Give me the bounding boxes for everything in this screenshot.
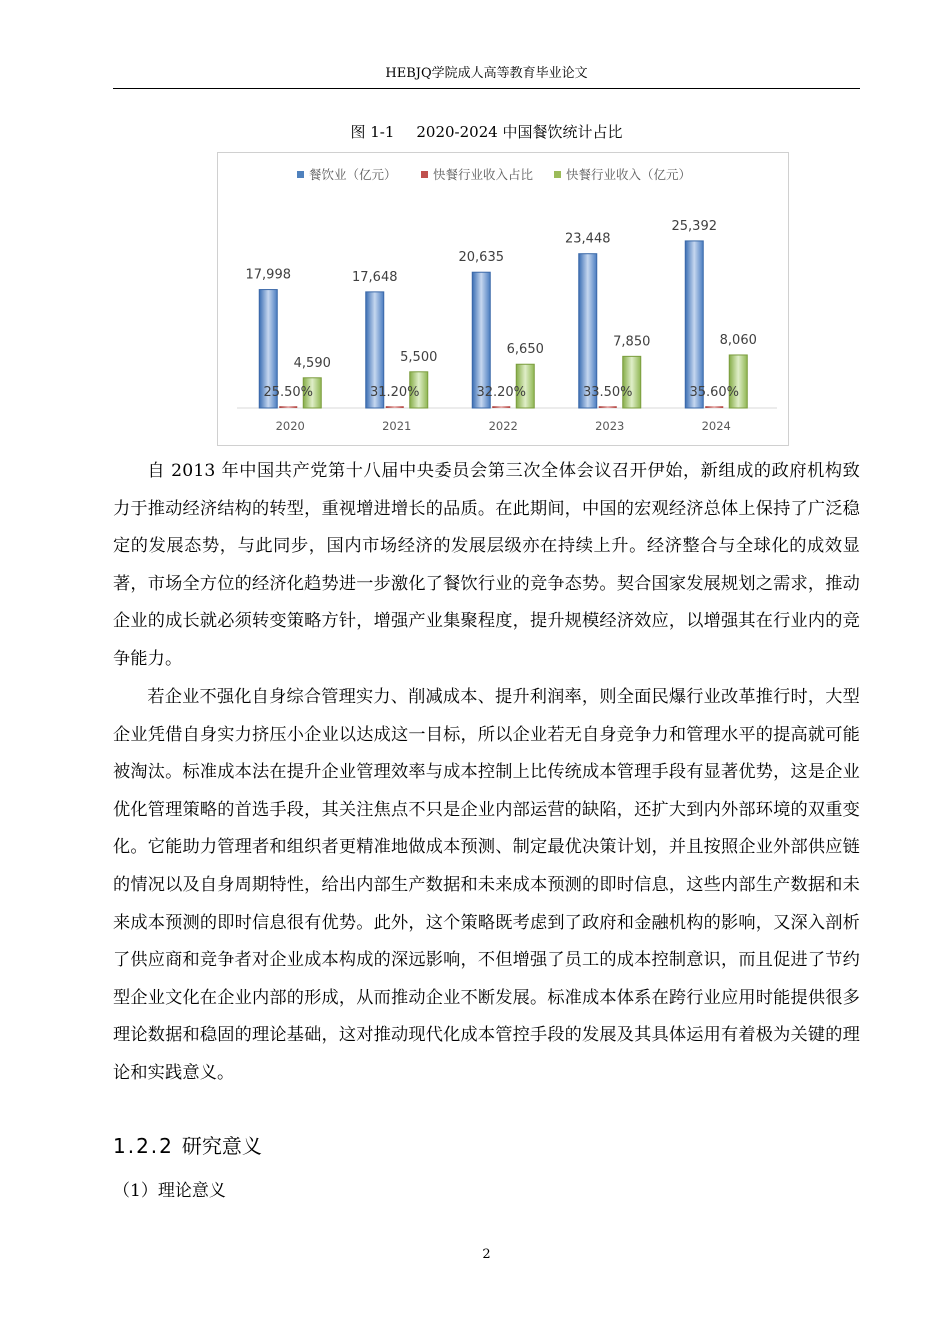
legend-swatch-0 <box>297 171 304 178</box>
legend-label-0: 餐饮业（亿元） <box>309 167 397 182</box>
data-label-0: 17,998 <box>245 267 291 283</box>
body-paragraph-2: 若企业不强化自身综合管理实力、削减成本、提升利润率，则全面民爆行业改革推行时，大型企业凭借自身实力挤压小企业以达成这一目标，所以企业若无自身竞争力和管理水平的提高就可能被淘汰。标准成本法在提升企业管理效率与成本控制上比传统成本管理手段有显著优势，这是企业优化管理策略的首选手段，其关注焦点不只是企业内部运营的缺陷，还扩大到内外部环境的双重变化。它能助力管理者和组织者更精准地做成本预测、制定最优决策计划，并且按照企业外部供应链的情况以及自身周期特性，给出内部生产数据和未来成本预测的即时信息，这些内部生产数据和未来成本预测的即时信息很有优势。此外，这个策略既考虑到了政府和金融机构的影响，又深入剖析了供应商和竞争者对企业成本构成的深远影响，不但增强了员工的成本控制意识，而且促进了节约型企业文化在企业内部的形成，从而推动企业不断发展。标准成本体系在跨行业应用时能提供很多理论数据和稳固的理论基础，这对推动现代化成本管控手段的发展及其具体运用有着极为关键的理论和实践意义。 <box>113 687 860 1083</box>
data-label-1: 33.50% <box>582 385 633 400</box>
legend-label-2: 快餐行业收入（亿元） <box>566 167 692 182</box>
figure-caption <box>113 122 860 142</box>
section-title: 研究意义 <box>181 1134 262 1158</box>
data-label-1: 31.20% <box>369 385 420 400</box>
page-number: 2 <box>482 1247 491 1262</box>
data-label-2: 5,500 <box>400 349 438 365</box>
bar-1 <box>279 406 297 408</box>
x-tick-label: 2024 <box>701 419 731 433</box>
section-number: 1.2.2 <box>113 1134 174 1158</box>
bar-1 <box>386 406 404 408</box>
data-label-0: 23,448 <box>565 231 611 247</box>
data-label-1: 35.60% <box>689 385 740 400</box>
data-label-2: 8,060 <box>719 332 757 348</box>
data-label-2: 6,650 <box>506 342 544 358</box>
bar-0 <box>685 241 703 408</box>
legend-label-1: 快餐行业收入占比 <box>433 167 534 182</box>
running-header: HEBJQ学院成人高等教育毕业论文 <box>385 66 588 81</box>
legend-swatch-1 <box>421 171 428 178</box>
bar-2 <box>729 355 747 408</box>
data-label-0: 20,635 <box>458 250 504 266</box>
x-tick-label: 2023 <box>595 419 625 433</box>
x-tick-label: 2020 <box>275 419 305 433</box>
data-label-1: 25.50% <box>263 385 314 400</box>
bar-2 <box>623 356 641 408</box>
data-label-1: 32.20% <box>476 385 527 400</box>
data-label-2: 4,590 <box>293 355 331 371</box>
bar-1 <box>492 406 510 408</box>
bar-chart <box>217 152 789 446</box>
data-label-2: 7,850 <box>613 334 651 350</box>
legend-swatch-2 <box>554 171 561 178</box>
x-tick-label: 2022 <box>488 419 518 433</box>
header-rule <box>113 88 860 89</box>
data-label-0: 25,392 <box>671 218 717 234</box>
x-tick-label: 2021 <box>382 419 412 433</box>
section-heading <box>113 1131 262 1161</box>
figure-title: 2020-2024 中国餐饮统计占比 <box>416 123 623 141</box>
bar-1 <box>599 406 617 408</box>
figure-label: 图 1-1 <box>350 123 395 141</box>
body-paragraph-1: 自 2013 年中国共产党第十八届中央委员会第三次全体会议召开伊始，新组成的政府机构致力于推动经济结构的转型，重视增进增长的品质。在此期间，中国的宏观经济总体上保持了广泛稳定的发展态势，与此同步，国内市场经济的发展层级亦在持续上升。经济整合与全球化的成效显著，市场全方位的经济化趋势进一步激化了餐饮行业的竞争态势。契合国家发展规划之需求，推动企业的成长就必须转变策略方针，增强产业集聚程度，提升规模经济效应，以增强其在行业内的竞争能力。 <box>113 461 860 669</box>
data-label-0: 17,648 <box>352 269 398 285</box>
bar-1 <box>705 406 723 408</box>
subsection-heading: （1）理论意义 <box>113 1181 226 1201</box>
